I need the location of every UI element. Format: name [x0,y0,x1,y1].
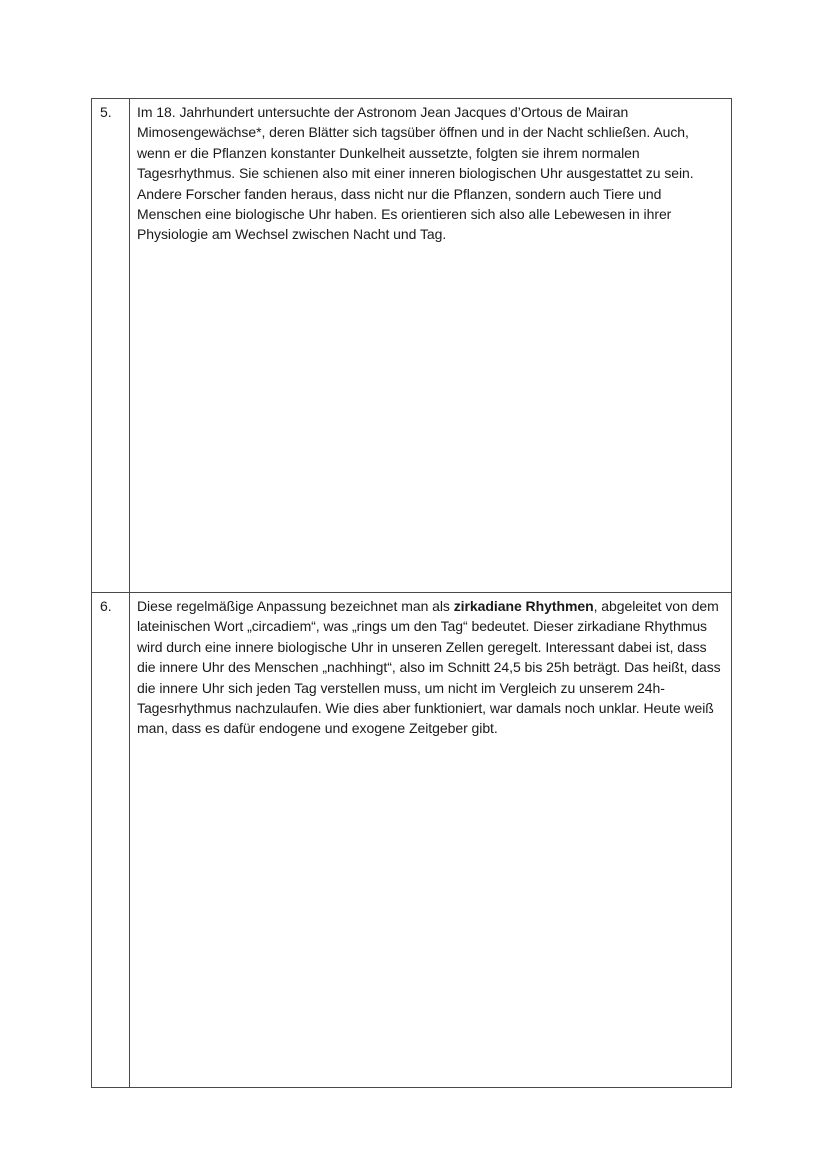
row-text-cell [130,99,732,593]
paragraph [137,596,721,739]
row-number: 5. [100,104,112,120]
paragraph: Im 18. Jahrhundert untersuchte der Astronom Jean Jacques d’Ortous de Mairan Mimosengewächse*, deren Blätter sich tagsüber öffnen und in der Nacht schließen. Auch, wenn er die Pflanzen konstanter Dunkelheit aussetzte, folgten sie ihrem normalen Tagesrhythmus. Sie schienen also mit einer inneren biologischen Uhr ausgestattet zu sein. [137,104,694,182]
paragraph-text: Diese regelmäßige Anpassung bezeichnet man als [137,598,454,614]
row-number-cell [92,99,130,593]
row-number: 6. [100,598,112,614]
table-row [92,593,732,1088]
document-table [91,98,732,1088]
paragraph: Andere Forscher fanden heraus, dass nicht nur die Pflanzen, sondern auch Tiere und Menschen eine biologische Uhr haben. Es orientieren sich also alle Lebewesen in ihrer Physiologie am Wechsel zwischen Nacht und Tag. [137,185,672,243]
paragraph-text: , abgeleitet von dem lateinischen Wort „circadiem“, was „rings um den Tag“ bedeutet. Dieser zirkadiane Rhythmus wird durch eine innere biologische Uhr in unseren Zellen geregelt. Interessant dabei ist, dass die innere Uhr des Menschen „nachhingt“, also im Schnitt 24,5 bis 25h beträgt. Das heißt, dass die innere Uhr sich jeden Tag verstellen muss, um nicht im Vergleich zu unserem 24h-Tagesrhythmus nachzulaufen. Wie dies aber funktioniert, war damals noch unklar. Heute weiß man, dass es dafür endogene und exogene Zeitgeber gibt. [137,598,721,737]
table-row [92,99,732,593]
row-text-cell [130,593,732,1088]
bold-term: zirkadiane Rhythmen [453,598,594,614]
row-number-cell [92,593,130,1088]
